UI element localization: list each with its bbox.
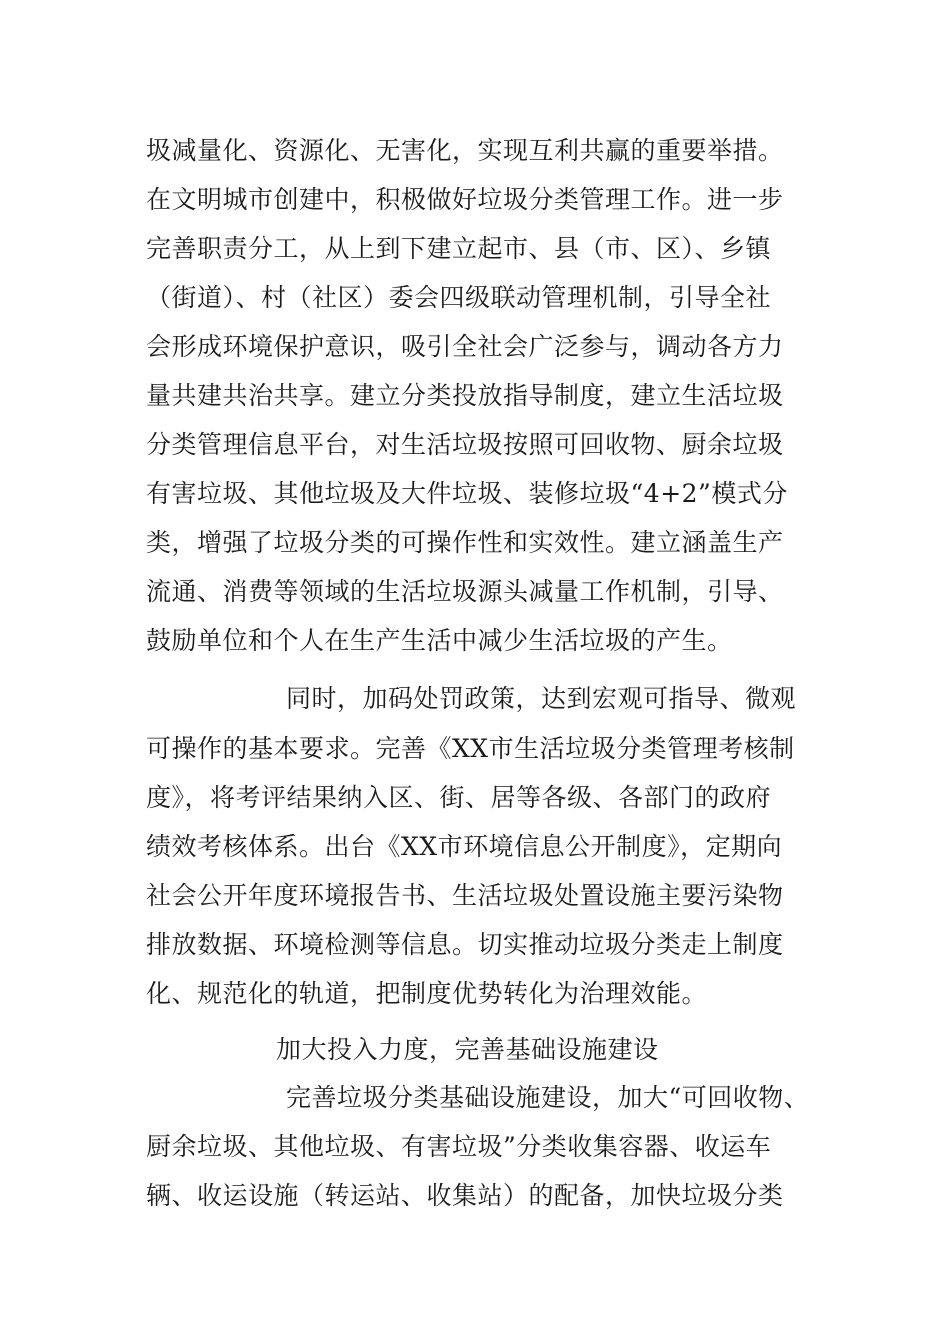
paragraph-1-line-4: （街道）、村（社区）委会四级联动管理机制，引导全社 <box>146 283 772 312</box>
paragraph-1-line-6: 量共建共治共享。建立分类投放指导制度，建立生活垃圾 <box>146 381 784 410</box>
paragraph-3-line-3: 辆、收运设施（转运站、收集站）的配备，加快垃圾分类 <box>146 1181 784 1210</box>
paragraph-1-line-5: 会形成环境保护意识，吸引全社会广泛参与，调动各方力 <box>146 332 784 361</box>
paragraph-2-line-1: 同时，加码处罚政策，达到宏观可指导、微观 <box>286 684 797 713</box>
paragraph-2-line-6: 排放数据、环境检测等信息。切实推动垃圾分类走上制度 <box>146 930 784 959</box>
paragraph-1-line-7: 分类管理信息平台，对生活垃圾按照可回收物、厨余垃圾 <box>146 430 784 459</box>
paragraph-1-line-8: 有害垃圾、其他垃圾及大件垃圾、装修垃圾“4+2”模式分 <box>146 479 788 508</box>
paragraph-1-line-1: 圾减量化、资源化、无害化，实现互利共赢的重要举措。 <box>146 136 784 165</box>
paragraph-2-line-4: 绩效考核体系。出台《XX市环境信息公开制度》，定期向 <box>146 832 783 861</box>
paragraph-3-line-2: 厨余垃圾、其他垃圾、有害垃圾”分类收集容器、收运车 <box>146 1132 772 1161</box>
paragraph-1-line-2: 在文明城市创建中，积极做好垃圾分类管理工作。进一步 <box>146 185 784 214</box>
paragraph-1-line-9: 类，增强了垃圾分类的可操作性和实效性。建立涵盖生产 <box>146 528 784 557</box>
section-heading: 加大投入力度，完善基础设施建设 <box>276 1035 659 1064</box>
paragraph-1-line-11: 鼓励单位和个人在生产生活中减少生活垃圾的产生。 <box>146 626 733 655</box>
paragraph-2-line-7: 化、规范化的轨道，把制度优势转化为治理效能。 <box>146 979 708 1008</box>
paragraph-1-line-3: 完善职责分工，从上到下建立起市、县（市、区）、乡镇 <box>146 234 772 263</box>
paragraph-2-line-3: 度》，将考评结果纳入区、街、居等各级、各部门的政府 <box>146 783 772 812</box>
paragraph-2-line-5: 社会公开年度环境报告书、生活垃圾处置设施主要污染物 <box>146 881 784 910</box>
paragraph-3-line-1: 完善垃圾分类基础设施建设，加大“可回收物、 <box>286 1083 810 1112</box>
paragraph-1-line-10: 流通、消费等领域的生活垃圾源头减量工作机制，引导、 <box>146 577 784 606</box>
paragraph-2-line-2: 可操作的基本要求。完善《XX市生活垃圾分类管理考核制 <box>146 734 795 763</box>
